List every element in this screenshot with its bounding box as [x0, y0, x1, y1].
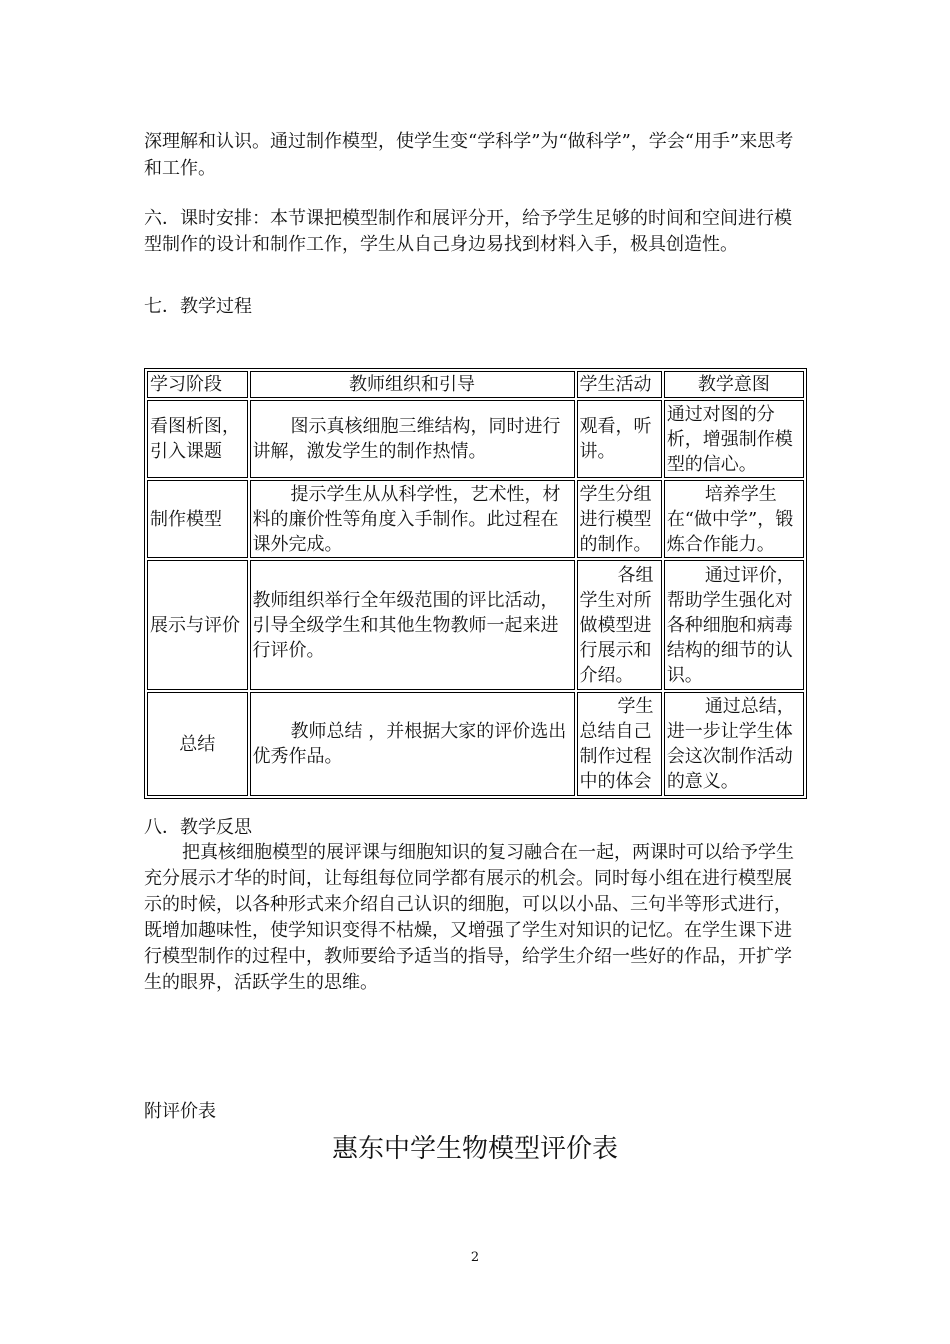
- cell-teacher-guidance: 教师总结 ，并根据大家的评价选出优秀作品。: [250, 692, 575, 796]
- table-row: [147, 400, 804, 478]
- cell-student-activity: 观看，听讲。: [577, 400, 662, 478]
- evaluation-form-title: 惠东中学生物模型评价表: [331, 1134, 618, 1164]
- cell-teacher-guidance: 图示真核细胞三维结构，同时进行讲解，激发学生的制作热情。: [250, 400, 575, 478]
- intro-paragraph: 深理解和认识。通过制作模型，使学生变“学科学”为“做科学”，学会“用手”来思考和工作。: [144, 131, 794, 179]
- header-teacher-guidance: 教师组织和引导: [250, 371, 575, 398]
- section7-heading: 七．教学过程: [144, 296, 252, 317]
- table-row: [147, 692, 804, 796]
- cell-teaching-intent: 培养学生在“做中学”，锻炼合作能力。: [664, 480, 804, 558]
- attachment-label: 附评价表: [144, 1101, 216, 1122]
- header-stage: 学习阶段: [147, 371, 248, 398]
- cell-stage: 总结: [147, 692, 248, 796]
- cell-student-activity: 学生总结自己制作过程中的体会: [577, 692, 662, 796]
- header-teaching-intent: 教学意图: [664, 371, 804, 398]
- cell-student-activity: 学生分组进行模型的制作。: [577, 480, 662, 558]
- page-number: 2: [470, 1250, 480, 1265]
- cell-teaching-intent: 通过总结，进一步让学生体会这次制作活动的意义。: [664, 692, 804, 796]
- teaching-process-table: [144, 368, 807, 799]
- section8-body: 把真核细胞模型的展评课与细胞知识的复习融合在一起，两课时可以给予学生充分展示才华的时间，让每组每位同学都有展示的机会。同时每小组在进行模型展示的时候，以各种形式来介绍自己认识的细胞，可以以小品、三句半等形式进行，既增加趣味性，使学知识变得不枯燥，又增强了学生对知识的记忆。在学生课下进行模型制作的过程中，教师要给予适当的指导，给学生介绍一些好的作品，开扩学生的眼界，活跃学生的思维。: [144, 842, 794, 993]
- section6-schedule: 六．课时安排：本节课把模型制作和展评分开，给予学生足够的时间和空间进行模型制作的设计和制作工作，学生从自己身边易找到材料入手，极具创造性。: [144, 208, 792, 255]
- table-row: [147, 480, 804, 558]
- section8-heading: 八．教学反思: [144, 817, 252, 838]
- cell-stage: 看图析图，引入课题: [147, 400, 248, 478]
- cell-teacher-guidance: 教师组织举行全年级范围的评比活动，引导全级学生和其他生物教师一起来进行评价。: [250, 560, 575, 690]
- cell-stage: 展示与评价: [147, 560, 248, 690]
- cell-teaching-intent: 通过评价，帮助学生强化对各种细胞和病毒结构的细节的认识。: [664, 560, 804, 690]
- table-header-row: [147, 371, 804, 398]
- cell-student-activity: 各组学生对所做模型进行展示和介绍。: [577, 560, 662, 690]
- cell-teaching-intent: 通过对图的分析，增强制作模型的信心。: [664, 400, 804, 478]
- header-student-activity: 学生活动: [577, 371, 662, 398]
- table-row: [147, 560, 804, 690]
- cell-stage: 制作模型: [147, 480, 248, 558]
- cell-teacher-guidance: 提示学生从从科学性，艺术性，材料的廉价性等角度入手制作。此过程在课外完成。: [250, 480, 575, 558]
